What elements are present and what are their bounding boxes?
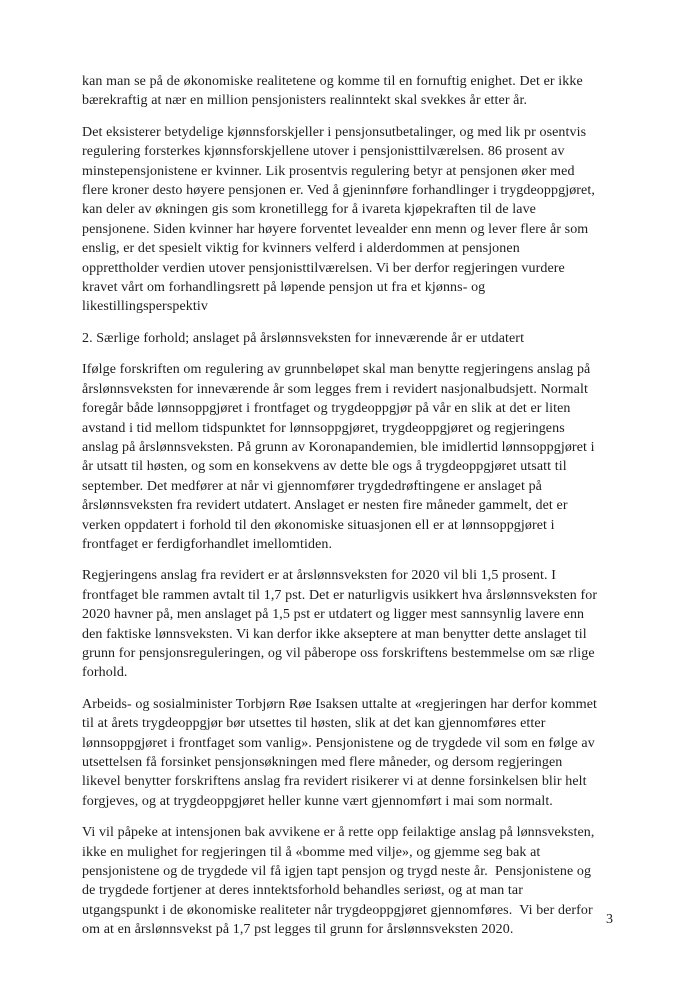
text-line: de trygdede fortjener at deres inntektsforhold behandles seriøst, og at man tar — [82, 883, 523, 899]
text-line: grunn for pensjonsreguleringen, og vil påberope oss forskriftens bestemmelse om sæ rlige — [82, 645, 595, 661]
paragraph-minister-sitat — [82, 695, 634, 811]
page-number: 3 — [606, 912, 613, 927]
text-line: likevel benytter forskriftens anslag fra revidert risikerer vi at denne forsinkelsen blir helt — [82, 774, 587, 790]
text-line: pensjonene. Siden kvinner har høyere forventet levealder enn menn og lever flere år som — [82, 221, 589, 237]
text-line: år utsatt til høsten, og som en konsekvens av dette ble ogs å trygdeoppgjøret utsatt til — [82, 459, 567, 475]
text-line: Ifølge forskriften om regulering av grunnbeløpet skal man benytte regjeringens anslag på — [82, 362, 591, 378]
text-line: avstand i tid mellom tidspunktet for lønnsoppgjøret, trygdeoppgjøret og regjeringens — [82, 420, 565, 436]
text-line: enslig, er det spesielt viktig for kvinners velferd i alderdommen at pensjonen — [82, 241, 520, 257]
text-line: kan man se på de økonomiske realitetene og komme til en fornuftig enighet. Det er ikke — [82, 74, 583, 89]
text-line: Regjeringens anslag fra revidert er at årslønnsveksten for 2020 vil bli 1,5 prosent. I — [82, 568, 556, 584]
text-line: anslag på årslønnsveksten. På grunn av Koronapandemien, ble imidlertid lønnsoppgjøret i — [82, 439, 595, 455]
text-line: Det eksisterer betydelige kjønnsforskjeller i pensjonsutbetalinger, og med lik pr osentvis — [82, 124, 587, 140]
text-line: ikke en mulighet for regjeringen til å «bomme med vilje», og gjemme seg bak at — [82, 844, 541, 860]
text-line: til at årets trygdeoppgjør bør utsettes til høsten, slik at det kan gjennomføres etter — [82, 716, 546, 732]
text-line: foregår både lønnsoppgjøret i frontfaget og trygdeoppgjør på vår en slik at det er liten — [82, 401, 571, 417]
paragraph-forskriften — [82, 360, 634, 554]
text-line: minstepensjonistene er kvinner. Lik prosentvis regulering betyr at pensjonen øker med — [82, 163, 575, 179]
paragraph-anslag-2020 — [82, 566, 634, 682]
paragraph-avslutning — [82, 823, 634, 939]
document-body — [82, 72, 634, 952]
text-line: den faktiske lønnsveksten. Vi kan derfor ikke akseptere at man benytter dette anslaget til — [82, 626, 587, 642]
text-line: frontfaget ble rammen avtalt til 1,7 pst. Det er naturligvis usikkert hva årslønnsveksten for — [82, 587, 598, 603]
text-line: kan deler av økningen gis som kronetillegg for å ivareta kjøpekraften til de lave — [82, 202, 537, 218]
text-line: utgangspunkt i de økonomiske realiteter når trygdeoppgjøret gjennomføres. Vi ber derfor — [82, 902, 593, 918]
text-line: Arbeids- og sosialminister Torbjørn Røe Isaksen uttalte at «regjeringen har derfor kommet — [82, 696, 598, 712]
text-line: årslønnsveksten for inneværende år som legges frem i revidert nasjonalbudsjett. Normalt — [82, 381, 588, 397]
text-line: 2020 havner på, men anslaget på 1,5 pst er utdatert og ligger mest sannsynlig lavere enn — [82, 607, 585, 623]
text-line: september. Det medfører at når vi gjennomfører trygdedrøftingene er anslaget på — [82, 478, 542, 494]
text-line: forgjeves, og at trygdeoppgjøret heller kunne vært gjennomført i mai som normalt. — [82, 793, 553, 809]
section-2-heading — [82, 329, 634, 348]
text-line: om at en årslønnsvekst på 1,7 pst legges til grunn for årslønnsveksten 2020. — [82, 922, 514, 938]
text-line: forhold. — [82, 665, 128, 681]
text-line: Vi vil påpeke at intensjonen bak avvikene er å rette opp feilaktige anslag på lønnsveksten, — [82, 825, 595, 841]
paragraph-intro — [82, 72, 634, 111]
text-line: likestillingsperspektiv — [82, 299, 208, 315]
text-line: regulering forsterkes kjønnsforskjellene utover i pensjonisttilværelsen. 86 prosent av — [82, 144, 565, 160]
text-line: frontfaget er ferdigforhandlet imellomtiden. — [82, 536, 333, 552]
text-line: årslønnsveksten fra revidert utdatert. Anslaget er nesten fire måneder gammelt, det er — [82, 498, 568, 514]
text-line: bærekraftig at nær en million pensjonisters realinntekt skal svekkes år etter år. — [82, 93, 528, 109]
text-line: utsettelsen få forsinket pensjonsøkningen med flere måneder, og dersom regjeringen — [82, 755, 563, 770]
text-line: 2. Særlige forhold; anslaget på årslønnsveksten for inneværende år er utdatert — [82, 330, 525, 346]
paragraph-gender-differences — [82, 123, 634, 317]
text-line: kravet vårt om forhandlingsrett på løpende pensjon ut fra et kjønns- og — [82, 280, 486, 296]
text-line: lønnsoppgjøret i frontfaget som vanlig». Pensjonistene og de trygdede vil som en følge av — [82, 735, 595, 751]
text-line: verken oppdatert i forhold til den økonomiske situasjonen ell er at lønnsoppgjøret i — [82, 517, 555, 533]
text-line: pensjonistene og de trygdede vil få igjen tapt pensjon og trygd neste år. Pensjonistene og — [82, 864, 592, 880]
text-line: opprettholder verdien utover pensjonisttilværelsen. Vi ber derfor regjeringen vurdere — [82, 260, 565, 276]
text-line: flere kroner desto høyere pensjonen er. Ved å gjeninnføre forhandlinger i trygdeoppgjøret, — [82, 183, 595, 199]
